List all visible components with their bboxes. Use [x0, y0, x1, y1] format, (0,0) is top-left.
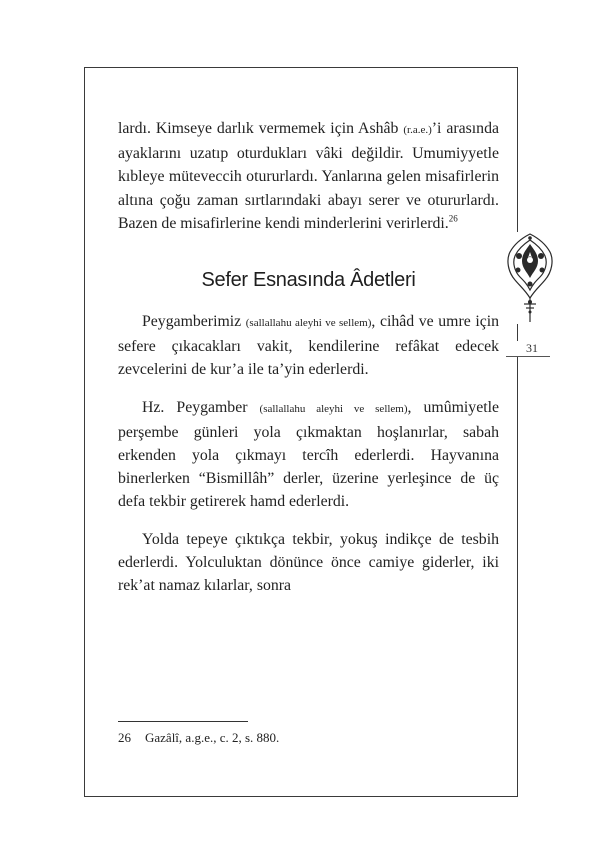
section-heading: Sefer Esnasında Âdetleri: [201, 269, 416, 292]
paragraph-2-text-a: Peygamberimiz: [142, 313, 246, 331]
footnote-reference[interactable]: 26: [448, 213, 458, 224]
footnote-text: Gazâlî, a.g.e., c. 2, s. 880.: [145, 730, 280, 745]
paragraph-1-text-a: lardı. Kimseye darlık vermemek için Ashâb: [118, 120, 404, 137]
paragraph-1-text-b: ’i arasında ayaklarını uzatıp oturdukları vâki değildir. Umumiyyetle kıbleye müteveccih otururlardı. Yanlarına gelen misafirlerin altına çoğu zaman sırtlarındaki abayı serer ve otururlardı. Bazen de misafirlerine kendi minderlerini verirlerdi.: [118, 120, 499, 232]
footnote-rule: [118, 721, 248, 722]
paragraph-3-honorific: (sallallahu aleyhi ve sellem): [259, 402, 408, 415]
floral-medallion-icon: [505, 232, 555, 324]
paragraph-3-text-b: , umûmiyetle perşembe günleri yola çıkmaktan hoşlanırlar, sabah erkenden yola çıkmayı tercîh ederlerdi. Hayvanına binerlerken “Bismillâh” derler, üzerine yerleşince de üç defa tekbir getirerek hamd ederlerdi.: [118, 398, 499, 511]
page-number: 31: [511, 341, 553, 356]
paragraph-1: [118, 117, 499, 235]
paragraph-2: [118, 310, 499, 382]
footnote: [118, 730, 279, 746]
page-number-rule: [506, 356, 550, 357]
paragraph-4: Yolda tepeye çıktıkça tekbir, yokuş indikçe de tesbih ederlerdi. Yolculuktan dönünce önce camiye giderler, iki rek’at namaz kılarlar, sonra: [118, 530, 499, 595]
paragraph-2-honorific: (sallallahu aleyhi ve sellem): [245, 317, 372, 330]
main-text: [118, 117, 499, 611]
paragraph-2-text-b: , cihâd ve umre için sefere çıkacakları vakit, kendilerine refâkat edecek zevcelerini de kur’a ile ta’yin ederlerdi.: [118, 313, 500, 379]
paragraph-3: [118, 396, 499, 514]
paragraph-3-text-a: Hz. Peygamber: [142, 398, 260, 416]
paragraph-1-honorific: (r.a.e.): [403, 124, 432, 136]
footnote-number: 26: [118, 730, 131, 745]
